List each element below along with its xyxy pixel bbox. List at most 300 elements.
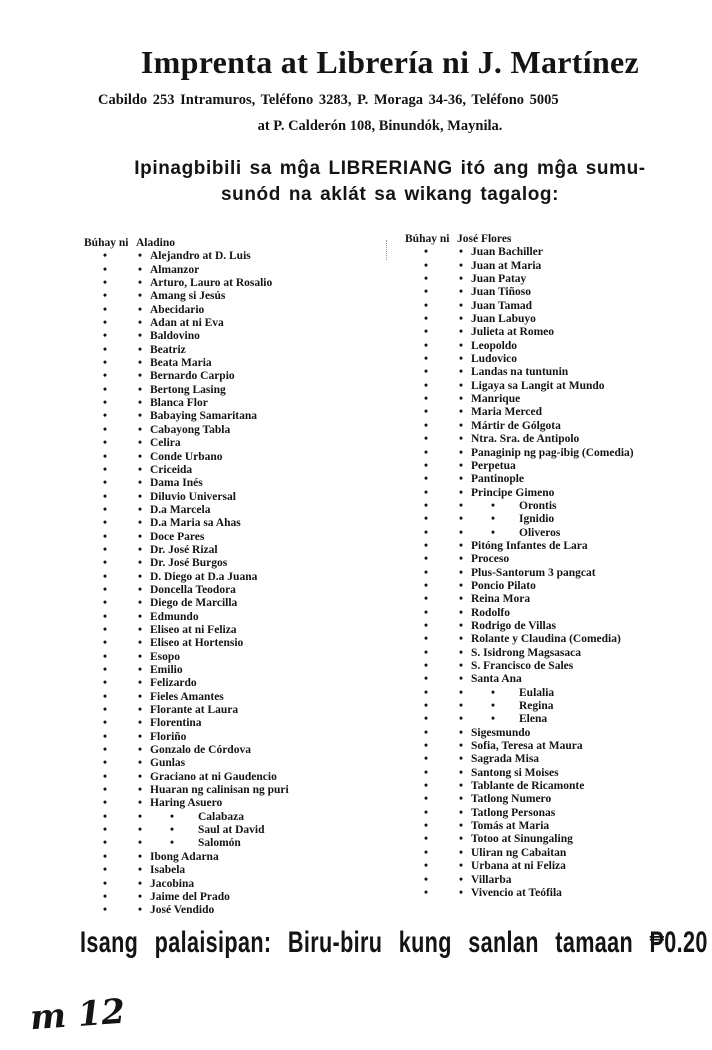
book-title: Villarba (471, 873, 512, 886)
ditto-mark: • (103, 770, 108, 783)
ditto-mark: • (424, 339, 429, 352)
ditto-mark: • (424, 740, 429, 753)
book-title: Bernardo Carpio (150, 370, 235, 383)
book-title: Babaying Samaritana (150, 410, 258, 423)
ditto-mark: • (424, 646, 429, 659)
ditto-mark: • (170, 810, 175, 823)
ditto-mark: • (424, 539, 429, 552)
ditto-mark: • (424, 553, 429, 566)
ditto-mark: • (103, 357, 108, 370)
ditto-mark: • (103, 490, 108, 503)
book-title: Isabela (150, 864, 186, 877)
ditto-mark: • (459, 606, 464, 619)
book-title: Alejandro at D. Luis (150, 250, 251, 263)
book-title: Ligaya sa Langit at Mundo (471, 379, 605, 392)
book-title: Panaginip ng pag-ibig (Comedia) (471, 446, 634, 459)
ditto-mark: • (103, 730, 108, 743)
ditto-mark: • (459, 499, 464, 512)
ditto-mark: • (459, 753, 464, 766)
ditto-mark: • (103, 343, 108, 356)
ditto-mark: • (138, 583, 143, 596)
ditto-mark: • (424, 433, 429, 446)
ditto-mark: • (459, 686, 464, 699)
ditto-mark: • (459, 406, 464, 419)
ditto-mark: • (424, 713, 429, 726)
book-title: Haring Asuero (150, 797, 223, 810)
ditto-mark: • (138, 557, 143, 570)
ditto-mark: • (491, 713, 496, 726)
book-title: Tablante de Ricamonte (471, 780, 585, 793)
ditto-mark: • (459, 820, 464, 833)
ditto-mark: • (459, 593, 464, 606)
ditto-mark: • (459, 793, 464, 806)
ditto-mark: • (459, 433, 464, 446)
ditto-mark: • (138, 397, 143, 410)
ditto-mark: • (459, 259, 464, 272)
book-title: Proceso (471, 553, 510, 566)
ditto-mark: • (424, 700, 429, 713)
ditto-mark: • (138, 437, 143, 450)
ditto-mark: • (424, 273, 429, 286)
book-title: Juan Tiñoso (471, 286, 531, 299)
book-title: Juan at Maria (471, 259, 542, 272)
book-title: Beatriz (150, 343, 186, 356)
book-title: Sagrada Misa (471, 753, 540, 766)
book-title: Santong si Moises (471, 766, 559, 779)
book-title: Dama Inés (150, 477, 203, 490)
ditto-mark: • (103, 570, 108, 583)
ditto-mark: • (138, 343, 143, 356)
ditto-mark: • (459, 419, 464, 432)
ditto-mark: • (424, 246, 429, 259)
book-title: Tatlong Personas (471, 806, 556, 819)
book-title: Almanzor (150, 263, 200, 276)
ditto-mark: • (103, 864, 108, 877)
book-title: José Flores (457, 233, 512, 245)
ditto-mark: • (103, 784, 108, 797)
ditto-mark: • (103, 383, 108, 396)
ditto-mark: • (138, 744, 143, 757)
book-title: Saul at David (198, 824, 265, 837)
book-title: Manrique (471, 393, 521, 406)
ditto-mark: • (138, 263, 143, 276)
ditto-mark: • (138, 637, 143, 650)
ditto-mark: • (424, 846, 429, 859)
ditto-mark: • (138, 837, 143, 850)
book-title: Adan at ni Eva (150, 317, 224, 330)
ditto-mark: • (424, 393, 429, 406)
ditto-mark: • (459, 313, 464, 326)
book-title: Perpetua (471, 459, 516, 472)
book-title: Abecidario (150, 303, 205, 316)
ditto-mark: • (491, 513, 496, 526)
book-title: D.a Maria sa Ahas (150, 517, 241, 530)
ditto-mark: • (103, 797, 108, 810)
ditto-mark: • (424, 820, 429, 833)
ditto-mark: • (459, 646, 464, 659)
book-title: Juan Patay (471, 273, 527, 286)
book-title: José Vendido (150, 904, 215, 917)
book-title: Bertong Lasing (150, 383, 226, 396)
ditto-mark: • (424, 726, 429, 739)
ditto-mark: • (424, 619, 429, 632)
ditto-mark: • (138, 357, 143, 370)
book-title: Ignidio (519, 513, 555, 526)
ditto-mark: • (103, 850, 108, 863)
ditto-mark: • (103, 303, 108, 316)
ditto-mark: • (459, 486, 464, 499)
ditto-mark: • (491, 686, 496, 699)
ditto-mark: • (459, 459, 464, 472)
ditto-mark: • (138, 664, 143, 676)
ditto-mark: • (103, 423, 108, 436)
ditto-mark: • (103, 717, 108, 730)
ditto-mark: • (103, 637, 108, 650)
ditto-mark: • (424, 633, 429, 646)
ditto-mark: • (103, 277, 108, 290)
ditto-mark: • (459, 566, 464, 579)
ditto-mark: • (459, 740, 464, 753)
ditto-mark: • (424, 793, 429, 806)
book-title: Graciano at ni Gaudencio (150, 770, 277, 783)
ditto-mark: • (424, 766, 429, 779)
book-title: Ntra. Sra. de Antipolo (471, 433, 580, 446)
book-title: Gunlas (150, 757, 186, 770)
handwritten-note: m 12 (28, 991, 127, 1039)
book-title: Jacobina (150, 877, 195, 890)
ditto-mark: • (138, 877, 143, 890)
ditto-mark: • (424, 579, 429, 592)
ditto-mark: • (138, 850, 143, 863)
book-title: Mártir de Gólgota (471, 419, 561, 432)
ditto-mark: • (459, 886, 464, 899)
ditto-mark: • (138, 824, 143, 837)
book-title: S. Francisco de Sales (471, 660, 574, 672)
ditto-mark: • (459, 353, 464, 366)
ditto-mark: • (138, 410, 143, 423)
book-title: Tatlong Numero (471, 793, 552, 806)
ditto-mark: • (424, 379, 429, 392)
book-title: Doce Pares (150, 530, 205, 543)
ditto-mark: • (491, 700, 496, 713)
ditto-mark: • (459, 673, 464, 686)
ditto-mark: • (424, 780, 429, 793)
book-title: Arturo, Lauro at Rosalio (150, 277, 273, 290)
book-title: Criceida (150, 463, 193, 476)
book-title: Tomás at Maria (471, 820, 550, 833)
ditto-mark: • (424, 673, 429, 686)
ditto-mark: • (424, 486, 429, 499)
ditto-mark: • (138, 370, 143, 383)
ditto-mark: • (138, 610, 143, 623)
ditto-mark: • (424, 473, 429, 486)
ditto-mark: • (459, 539, 464, 552)
ditto-mark: • (459, 513, 464, 526)
ditto-mark: • (103, 263, 108, 276)
ditto-mark: • (103, 463, 108, 476)
ditto-mark: • (138, 450, 143, 463)
ditto-mark: • (138, 784, 143, 797)
ditto-mark: • (138, 570, 143, 583)
ditto-mark: • (424, 526, 429, 539)
book-title: Ludovico (471, 353, 518, 366)
ditto-mark: • (138, 890, 143, 903)
book-title: Celira (150, 437, 181, 450)
ditto-mark: • (459, 700, 464, 713)
ditto-mark: • (424, 313, 429, 326)
book-title: Orontis (519, 499, 557, 512)
ditto-mark: • (459, 780, 464, 793)
book-title: Aladino (136, 237, 175, 249)
ditto-mark: • (424, 326, 429, 339)
ditto-mark: • (459, 833, 464, 846)
book-title: Plus-Santorum 3 pangcat (471, 566, 596, 579)
book-title: Esopo (150, 650, 181, 663)
ditto-mark: • (103, 450, 108, 463)
ditto-mark: • (138, 717, 143, 730)
ditto-mark: • (424, 406, 429, 419)
ditto-mark: • (459, 726, 464, 739)
ditto-mark: • (138, 277, 143, 290)
book-title: Huaran ng calinisan ng puri (150, 784, 289, 797)
ditto-mark: • (138, 677, 143, 690)
ditto-mark: • (103, 503, 108, 516)
ditto-mark: • (103, 330, 108, 343)
ditto-mark: • (138, 757, 143, 770)
ditto-mark: • (103, 597, 108, 610)
ditto-mark: • (138, 650, 143, 663)
book-title: Conde Urbano (150, 450, 223, 463)
ditto-mark: • (459, 339, 464, 352)
book-title: Felizardo (150, 677, 197, 690)
ditto-mark: • (459, 873, 464, 886)
ditto-mark: • (138, 477, 143, 490)
book-title: Leopoldo (471, 339, 518, 352)
book-title: Sigesmundo (471, 726, 531, 739)
ditto-mark: • (424, 299, 429, 312)
address-line-1: Cabildo 253 Intramuros, Teléfono 3283, P. Moraga 34-36, Teléfono 5005 (98, 92, 559, 108)
ditto-mark: • (103, 904, 108, 917)
ditto-mark: • (424, 660, 429, 672)
book-title: Poncio Pilato (471, 579, 536, 592)
ditto-mark: • (491, 526, 496, 539)
book-title: Baldovino (150, 330, 200, 343)
ditto-mark: • (424, 860, 429, 873)
page-title: Imprenta at Librería ni J. Martínez (140, 44, 640, 80)
ditto-mark: • (138, 303, 143, 316)
book-title-prefix: Búhay ni (84, 237, 129, 249)
ditto-mark: • (103, 557, 108, 570)
ditto-mark: • (459, 366, 464, 379)
ditto-mark: • (459, 713, 464, 726)
book-title: Florentina (150, 717, 202, 730)
ditto-mark: • (170, 824, 175, 837)
ditto-mark: • (424, 886, 429, 899)
book-title: Edmundo (150, 610, 199, 623)
ditto-mark: • (103, 517, 108, 530)
ditto-mark: • (103, 530, 108, 543)
ditto-mark: • (424, 366, 429, 379)
ditto-mark: • (459, 633, 464, 646)
ditto-mark: • (138, 490, 143, 503)
intro-line-1: Ipinagbibili sa mĝa LIBRERIANG itó ang mĝa sumu- (134, 158, 646, 179)
ditto-mark: • (459, 526, 464, 539)
ditto-mark: • (424, 286, 429, 299)
book-title: Rodolfo (471, 606, 510, 619)
ditto-mark: • (459, 553, 464, 566)
book-title: Pantinople (471, 473, 525, 486)
book-title: Landas na tuntunin (471, 366, 569, 379)
ditto-mark: • (138, 317, 143, 330)
book-title: Cabayong Tabla (150, 423, 231, 436)
book-title: Maria Merced (471, 406, 542, 419)
ditto-mark: • (138, 704, 143, 717)
footer-advert (80, 926, 708, 960)
book-title: Juan Bachiller (471, 246, 543, 259)
ditto-mark: • (138, 463, 143, 476)
ditto-mark: • (103, 704, 108, 717)
book-title: Diego de Marcilla (150, 597, 238, 610)
book-title: Rolante y Claudina (Comedia) (471, 633, 621, 646)
book-title: Gonzalo de Córdova (150, 744, 251, 757)
ditto-mark: • (491, 499, 496, 512)
ditto-mark: • (103, 650, 108, 663)
address-line-2: at P. Calderón 108, Binundók, Maynila. (257, 118, 503, 134)
book-title: Totoo at Sinungaling (471, 833, 573, 846)
ditto-mark: • (459, 806, 464, 819)
ditto-mark: • (103, 890, 108, 903)
book-title: Juan Tamad (471, 299, 533, 312)
ditto-mark: • (424, 806, 429, 819)
book-title: Florante at Laura (150, 704, 239, 717)
book-title: S. Isidrong Magsasaca (471, 646, 582, 659)
ditto-mark: • (424, 873, 429, 886)
ditto-mark: • (138, 770, 143, 783)
ditto-mark: • (138, 623, 143, 636)
ditto-mark: • (103, 397, 108, 410)
book-title: Vivencio at Teófila (471, 886, 562, 899)
ditto-mark: • (103, 410, 108, 423)
ditto-mark: • (103, 250, 108, 263)
intro-line-2: sunód na aklát sa wikang tagalog: (220, 184, 560, 205)
book-title: Calabaza (198, 810, 244, 823)
ditto-mark: • (103, 370, 108, 383)
book-title: Reina Mora (471, 593, 531, 606)
book-title: Dr. José Burgos (150, 557, 228, 570)
ditto-mark: • (459, 446, 464, 459)
ditto-mark: • (459, 379, 464, 392)
ditto-mark: • (424, 686, 429, 699)
book-title: Regina (519, 700, 554, 713)
ditto-mark: • (138, 690, 143, 703)
book-title: Fieles Amantes (150, 690, 224, 703)
footer-price: ₱0.20 (649, 926, 708, 959)
book-title: D.a Marcela (150, 503, 211, 516)
ditto-mark: • (103, 810, 108, 823)
ditto-mark: • (459, 299, 464, 312)
ditto-mark: • (138, 864, 143, 877)
ditto-mark: • (170, 837, 175, 850)
ditto-mark: • (459, 846, 464, 859)
book-title: Rodrigo de Villas (471, 619, 556, 632)
ditto-mark: • (459, 619, 464, 632)
ditto-mark: • (103, 623, 108, 636)
ditto-mark: • (138, 383, 143, 396)
ditto-mark: • (424, 459, 429, 472)
book-title: D. Diego at D.a Juana (150, 570, 258, 583)
ditto-mark: • (103, 757, 108, 770)
book-title: Ibong Adarna (150, 850, 219, 863)
ditto-mark: • (424, 606, 429, 619)
ditto-mark: • (103, 583, 108, 596)
ditto-mark: • (459, 860, 464, 873)
book-title: Jaime del Prado (150, 890, 230, 903)
book-title: Juan Labuyo (471, 313, 536, 326)
book-title: Eliseo at ni Feliza (150, 623, 237, 636)
ditto-mark: • (138, 730, 143, 743)
ditto-mark: • (424, 513, 429, 526)
ditto-mark: • (459, 473, 464, 486)
ditto-mark: • (424, 353, 429, 366)
ditto-mark: • (103, 290, 108, 303)
book-title: Urbana at ni Feliza (471, 860, 566, 873)
ditto-mark: • (459, 286, 464, 299)
ditto-mark: • (138, 530, 143, 543)
ditto-mark: • (138, 543, 143, 556)
ditto-mark: • (103, 437, 108, 450)
book-title: Elena (519, 713, 548, 726)
ditto-mark: • (424, 446, 429, 459)
book-title: Oliveros (519, 526, 561, 539)
ditto-mark: • (138, 797, 143, 810)
ditto-mark: • (138, 517, 143, 530)
ditto-mark: • (459, 766, 464, 779)
book-title: Diluvio Universal (150, 490, 236, 503)
ditto-mark: • (138, 423, 143, 436)
ditto-mark: • (424, 259, 429, 272)
ditto-mark: • (138, 597, 143, 610)
ditto-mark: • (459, 326, 464, 339)
book-title: Eulalia (519, 686, 555, 699)
ditto-mark: • (103, 690, 108, 703)
book-title: Amang si Jesús (150, 290, 226, 303)
book-title: Eliseo at Hortensio (150, 637, 244, 650)
book-title: Salomón (198, 837, 241, 850)
book-title: Blanca Flor (150, 397, 208, 410)
ditto-mark: • (459, 660, 464, 672)
ditto-mark: • (103, 664, 108, 676)
ditto-mark: • (424, 566, 429, 579)
ditto-mark: • (103, 824, 108, 837)
ditto-mark: • (459, 393, 464, 406)
book-title: Beata Maria (150, 357, 212, 370)
ditto-mark: • (138, 810, 143, 823)
ditto-mark: • (103, 477, 108, 490)
book-title: Pitóng Infantes de Lara (471, 539, 588, 552)
ditto-mark: • (138, 330, 143, 343)
ditto-mark: • (103, 677, 108, 690)
book-title: Julieta at Romeo (471, 326, 555, 339)
ditto-mark: • (459, 579, 464, 592)
ditto-mark: • (424, 593, 429, 606)
book-title: Principe Gimeno (471, 486, 555, 499)
ditto-mark: • (459, 273, 464, 286)
book-title: Emilio (150, 664, 183, 676)
book-title: Santa Ana (471, 673, 522, 686)
column-divider (386, 240, 388, 260)
book-title: Uliran ng Cabaitan (471, 846, 567, 859)
ditto-mark: • (103, 317, 108, 330)
